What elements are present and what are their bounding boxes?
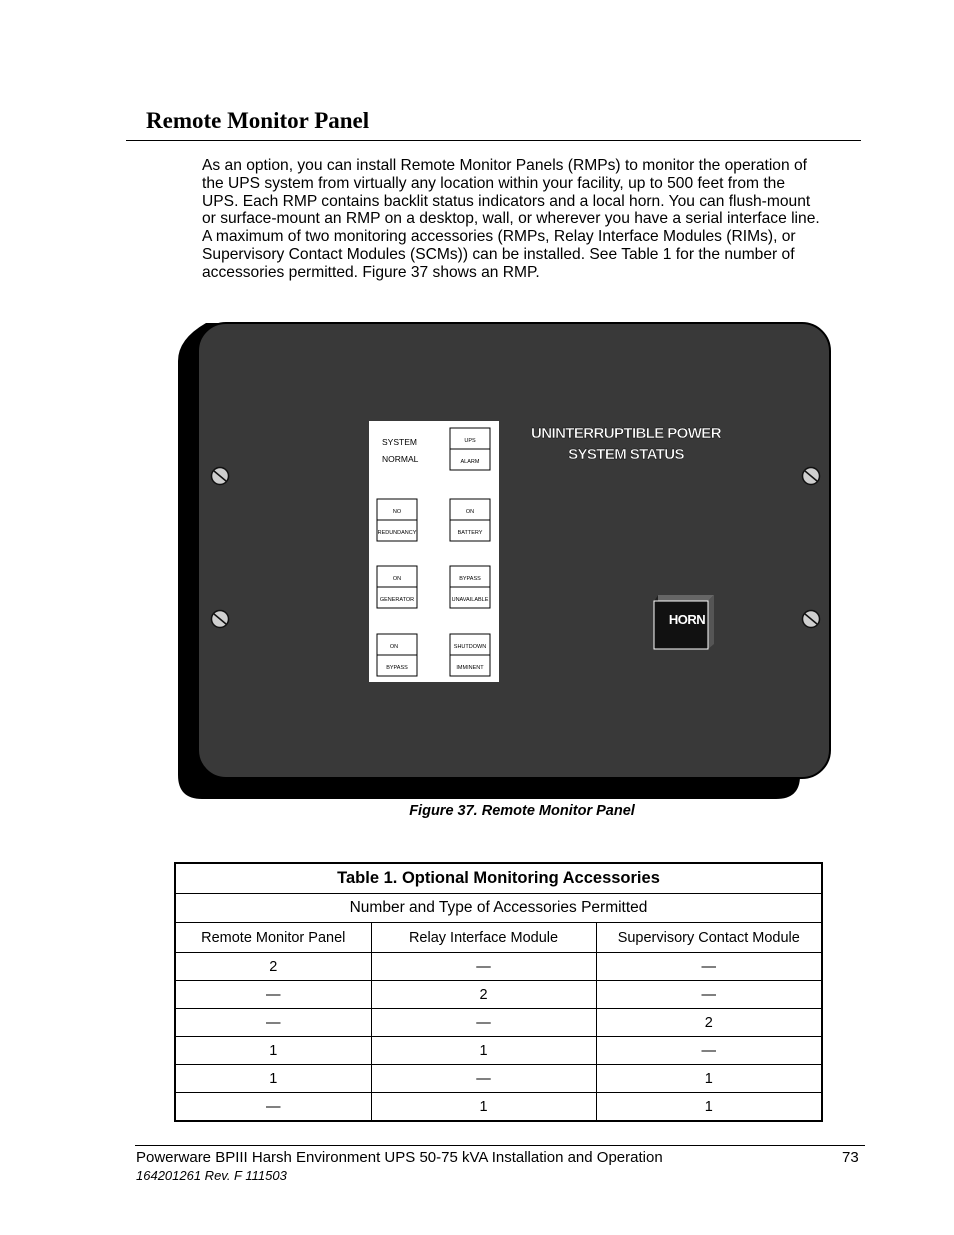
page-number: 73 <box>842 1149 859 1166</box>
table-cell: 2 <box>371 981 596 1009</box>
screw-icon <box>803 611 820 628</box>
table-cell: — <box>175 981 371 1009</box>
table-cell: 2 <box>175 953 371 981</box>
page-title: Remote Monitor Panel <box>146 108 370 133</box>
panel-title-line1: UNINTERRUPTIBLE POWER <box>531 425 721 442</box>
table-cell: — <box>596 1037 822 1065</box>
indicator-top-label: ON <box>465 509 475 515</box>
panel-face <box>198 323 830 778</box>
table-cell: — <box>175 1093 371 1122</box>
indicator-top-label: ON <box>389 644 399 650</box>
indicator-top-label: ON <box>392 576 402 582</box>
table-row <box>175 953 822 981</box>
indicator-bottom-label: IMMINENT <box>456 665 484 671</box>
title-divider <box>126 140 861 141</box>
table-row <box>175 1065 822 1093</box>
footer-title: Powerware BPIII Harsh Environment UPS 50-75 kVA Installation and Operation <box>136 1149 663 1166</box>
column-header: Relay Interface Module <box>371 923 596 953</box>
screw-icon <box>803 468 820 485</box>
indicator-bottom-label: UNAVAILABLE <box>451 597 489 603</box>
system-normal-line2: NORMAL <box>382 454 419 464</box>
table-row <box>175 1093 822 1122</box>
figure-caption: Figure 37. Remote Monitor Panel <box>409 803 635 819</box>
table-cell: 1 <box>596 1093 822 1122</box>
indicator-top-label: SHUTDOWN <box>453 644 487 650</box>
horn-label: HORN <box>668 612 706 627</box>
table-cell: 2 <box>596 1009 822 1037</box>
system-normal-line1: SYSTEM <box>382 437 417 447</box>
table-cell: 1 <box>175 1037 371 1065</box>
indicator-top-label: BYPASS <box>459 576 481 582</box>
accessories-table <box>174 862 823 1122</box>
table-cell: 1 <box>371 1093 596 1122</box>
remote-monitor-panel-drawing <box>176 321 832 801</box>
table-cell: 1 <box>596 1065 822 1093</box>
table-cell: 1 <box>175 1065 371 1093</box>
indicator-bottom-label: GENERATOR <box>379 597 415 603</box>
indicator-bottom-label: BYPASS <box>386 665 408 671</box>
table-row <box>175 1037 822 1065</box>
indicator-top-label: NO <box>392 509 402 515</box>
table-subtitle: Number and Type of Accessories Permitted <box>175 894 822 923</box>
table-row <box>175 1009 822 1037</box>
panel-title-line2: SYSTEM STATUS <box>568 446 684 463</box>
table-cell: — <box>596 953 822 981</box>
indicator-bottom-label: ALARM <box>460 459 480 465</box>
indicator-bottom-label: REDUNDANCY <box>377 530 417 536</box>
table-cell: — <box>371 953 596 981</box>
table-cell: — <box>371 1009 596 1037</box>
revision-code: 164201261 Rev. F 111503 <box>136 1168 287 1183</box>
column-header: Supervisory Contact Module <box>596 923 822 953</box>
intro-paragraph: As an option, you can install Remote Monitor Panels (RMPs) to monitor the operation of the UPS system from virtually any location within your facility, up to 500 feet from the UPS. Each RMP contains backlit status indicators and a local horn. You can flush-mount or surface-mount an RMP on a desktop, wall, or wherever you have a serial interface line. A maximum of two monitoring accessories (RMPs, Relay Interface Modules (RIMs), or Supervisory Contact Modules (SCMs)) can be installed. See Table 1 for the number of accessories permitted. Figure 37 shows an RMP. <box>202 157 820 281</box>
indicator-top-label: UPS <box>464 438 476 444</box>
screw-icon <box>212 468 229 485</box>
table-cell: 1 <box>371 1037 596 1065</box>
table-row <box>175 981 822 1009</box>
table-cell: — <box>596 981 822 1009</box>
indicator-bottom-label: BATTERY <box>457 530 483 536</box>
table-cell: — <box>371 1065 596 1093</box>
column-header: Remote Monitor Panel <box>175 923 371 953</box>
table-title: Table 1. Optional Monitoring Accessories <box>175 863 822 894</box>
remote-monitor-panel-figure <box>176 321 832 801</box>
horn-button <box>654 595 714 649</box>
footer-divider <box>135 1145 865 1146</box>
table-cell: — <box>175 1009 371 1037</box>
screw-icon <box>212 611 229 628</box>
